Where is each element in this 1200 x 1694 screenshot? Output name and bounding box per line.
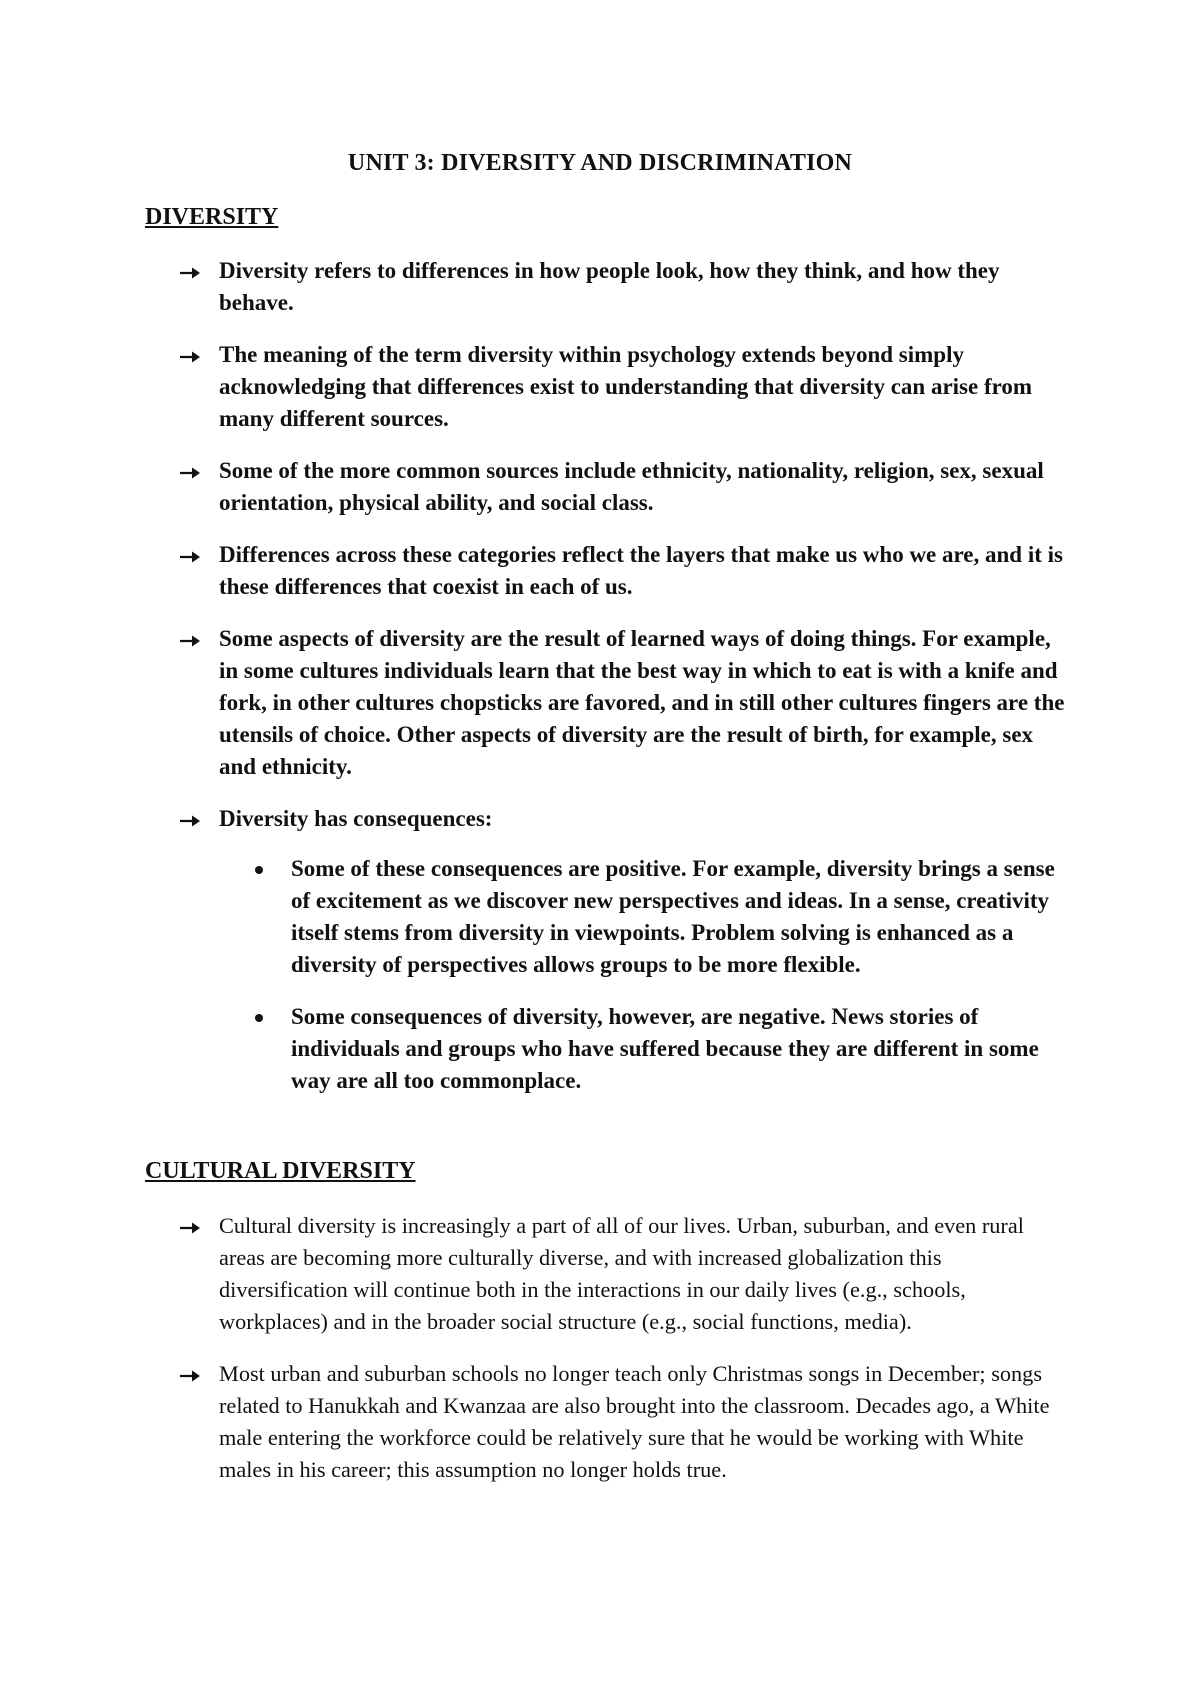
bullet-text: Diversity refers to differences in how people look, how they think, and how they behave. — [219, 258, 1000, 315]
bullet-text: Differences across these categories reflect the layers that make us who we are, and it is these differences that coexist in each of us. — [219, 542, 1063, 599]
arrow-bullet-icon — [179, 339, 203, 371]
sub-bullet-item — [219, 853, 1070, 981]
bullet-item — [145, 255, 1070, 319]
bullet-text: Cultural diversity is increasingly a part of all of our lives. Urban, suburban, and even rural areas are becoming more culturally diverse, and with increased globalization this diversification will continue both in the interactions in our daily lives (e.g., schools, workplaces) and in the broader social structure (e.g., social functions, media). — [219, 1213, 1024, 1334]
arrow-bullet-icon — [179, 623, 203, 655]
bullet-text: The meaning of the term diversity within psychology extends beyond simply acknowledging that differences exist to understanding that diversity can arise from many different sources. — [219, 342, 1033, 431]
bullet-item — [145, 803, 1070, 1097]
arrow-bullet-icon — [179, 1210, 203, 1242]
sub-bullet-text: Some consequences of diversity, however, are negative. News stories of individuals and groups who have suffered because they are different in some way are all too commonplace. — [291, 1004, 1039, 1093]
sub-bullet-item — [219, 1001, 1070, 1097]
bullet-item — [145, 1210, 1070, 1338]
sub-bullet-text: Some of these consequences are positive. For example, diversity brings a sense of excitement as we discover new perspectives and ideas. In a sense, creativity itself stems from diversity in viewpoints. Problem solving is enhanced as a diversity of perspectives allows groups to be more flexible. — [291, 856, 1055, 977]
cultural-diversity-bullet-list — [145, 1210, 1070, 1506]
round-bullet-icon — [255, 1014, 263, 1022]
bullet-text: Some aspects of diversity are the result of learned ways of doing things. For example, in some cultures individuals learn that the best way in which to eat is with a knife and fork, in other cultures chopsticks are favored, and in still other cultures fingers are the utensils of choice. Other aspects of diversity are the result of birth, for example, sex and ethnicity. — [219, 626, 1065, 779]
bullet-text: Some of the more common sources include ethnicity, nationality, religion, sex, sexual orientation, physical ability, and social class. — [219, 458, 1044, 515]
bullet-item — [145, 339, 1070, 435]
arrow-bullet-icon — [179, 255, 203, 287]
bullet-item — [145, 623, 1070, 783]
section-heading-diversity: DIVERSITY — [145, 204, 279, 230]
bullet-text: Diversity has consequences: — [219, 806, 493, 831]
bullet-item — [145, 1358, 1070, 1486]
consequences-sub-list — [219, 853, 1070, 1097]
document-title: UNIT 3: DIVERSITY AND DISCRIMINATION — [347, 150, 853, 176]
diversity-bullet-list — [145, 255, 1070, 1117]
arrow-bullet-icon — [179, 803, 203, 835]
arrow-bullet-icon — [179, 1358, 203, 1390]
bullet-item — [145, 539, 1070, 603]
arrow-bullet-icon — [179, 455, 203, 487]
bullet-text: Most urban and suburban schools no longer teach only Christmas songs in December; songs related to Hanukkah and Kwanzaa are also brought into the classroom. Decades ago, a White male entering the workforce could be relatively sure that he would be working with White males in his career; this assumption no longer holds true. — [219, 1361, 1050, 1482]
round-bullet-icon — [255, 866, 263, 874]
arrow-bullet-icon — [179, 539, 203, 571]
bullet-item — [145, 455, 1070, 519]
section-heading-cultural-diversity: CULTURAL DIVERSITY — [145, 1158, 416, 1184]
